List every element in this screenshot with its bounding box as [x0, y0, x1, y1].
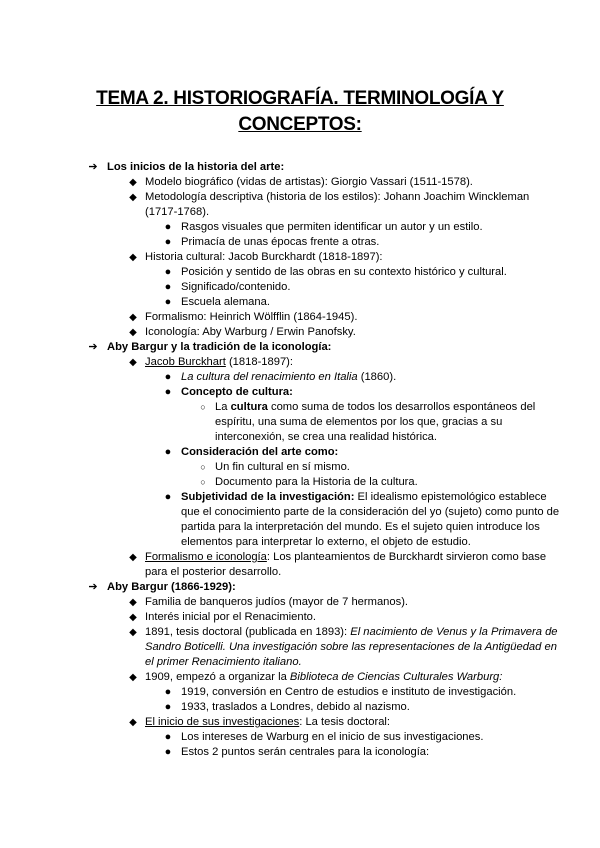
- list-item: ◆ Historia cultural: Jacob Burckhardt (1818-1897):: [0, 250, 600, 265]
- diamond-bullet-icon: ◆: [129, 717, 137, 728]
- list-item: ◆ Formalismo e iconología: Los planteamientos de Burckhardt sirvieron como base para el posterior desarrollo.: [0, 550, 600, 580]
- diamond-bullet-icon: ◆: [129, 312, 137, 323]
- diamond-bullet-icon: ◆: [129, 252, 137, 263]
- dot-bullet-icon: ●: [164, 266, 172, 278]
- list-item: ● Concepto de cultura:: [0, 385, 600, 400]
- diamond-bullet-icon: ◆: [129, 177, 137, 188]
- section-1-heading: Los inicios de la historia del arte:: [107, 161, 285, 173]
- dot-bullet-icon: ●: [164, 281, 172, 293]
- circle-bullet-icon: ○: [200, 462, 206, 472]
- diamond-bullet-icon: ◆: [129, 552, 137, 563]
- dot-bullet-icon: ●: [164, 491, 172, 503]
- arrow-icon: ➔: [88, 341, 98, 353]
- title-line-1: TEMA 2. HISTORIOGRAFÍA. TERMINOLOGÍA Y: [96, 88, 504, 109]
- diamond-bullet-icon: ◆: [129, 192, 137, 203]
- list-item: ● 1933, traslados a Londres, debido al nazismo.: [0, 700, 600, 715]
- dot-bullet-icon: ●: [164, 701, 172, 713]
- list-item: ◆ Modelo biográfico (vidas de artistas): Giorgio Vassari (1511-1578).: [0, 175, 600, 190]
- list-item: ● Escuela alemana.: [0, 295, 600, 310]
- dot-bullet-icon: ●: [164, 236, 172, 248]
- list-item: ◆ Formalismo: Heinrich Wölfflin (1864-1945).: [0, 310, 600, 325]
- list-item: ● La cultura del renacimiento en Italia (1860).: [0, 370, 600, 385]
- section-heading: [0, 160, 600, 175]
- book-title: La cultura del renacimiento en Italia: [181, 371, 358, 383]
- list-item: ◆ Interés inicial por el Renacimiento.: [0, 610, 600, 625]
- list-item: ● Consideración del arte como:: [0, 445, 600, 460]
- list-item: ◆ Familia de banqueros judíos (mayor de 7 hermanos).: [0, 595, 600, 610]
- document-body: [0, 160, 600, 760]
- list-item: ● Subjetividad de la investigación: El idealismo epistemológico establece que el conocimiento parte de la consideración del yo (sujeto) como punto de partida para la interpretación del mundo. Es el sujeto quien introduce los elementos para interpretar lo externo, el objeto de estudio.: [0, 490, 600, 550]
- dot-bullet-icon: ●: [164, 371, 172, 383]
- section-2-heading: Aby Bargur y la tradición de la iconología:: [107, 341, 332, 353]
- section-heading: [0, 340, 600, 355]
- dot-bullet-icon: ●: [164, 446, 172, 458]
- list-item: ◆ Jacob Burckhart (1818-1897):: [0, 355, 600, 370]
- dot-bullet-icon: ●: [164, 296, 172, 308]
- list-item: ○ Un fin cultural en sí mismo.: [0, 460, 600, 475]
- arrow-icon: ➔: [88, 581, 98, 593]
- jacob-burckhart-label: Jacob Burckhart: [145, 356, 226, 368]
- diamond-bullet-icon: ◆: [129, 627, 137, 638]
- list-item: ● Posición y sentido de las obras en su contexto histórico y cultural.: [0, 265, 600, 280]
- dot-bullet-icon: ●: [164, 221, 172, 233]
- diamond-bullet-icon: ◆: [129, 612, 137, 623]
- list-item: ● Estos 2 puntos serán centrales para la iconología:: [0, 745, 600, 760]
- title-line-2: CONCEPTOS:: [238, 114, 362, 135]
- circle-bullet-icon: ○: [200, 402, 206, 412]
- list-item: ● Significado/contenido.: [0, 280, 600, 295]
- circle-bullet-icon: ○: [200, 477, 206, 487]
- arrow-icon: ➔: [88, 161, 98, 173]
- page-title: [40, 86, 560, 138]
- section-heading: [0, 580, 600, 595]
- dot-bullet-icon: ●: [164, 746, 172, 758]
- list-item: ◆ 1891, tesis doctoral (publicada en 1893): El nacimiento de Venus y la Primavera de Sandro Boticelli. Una investigación sobre las representaciones de la Antigüedad en el primer Renacimiento italiano.: [0, 625, 600, 670]
- list-item: ● Los intereses de Warburg en el inicio de sus investigaciones.: [0, 730, 600, 745]
- dot-bullet-icon: ●: [164, 386, 172, 398]
- list-item: ● Rasgos visuales que permiten identificar un autor y un estilo.: [0, 220, 600, 235]
- list-item: ● Primacía de unas épocas frente a otras.: [0, 235, 600, 250]
- section-3-heading: Aby Bargur (1866-1929):: [107, 581, 236, 593]
- list-item: ○ Documento para la Historia de la cultura.: [0, 475, 600, 490]
- list-item: ◆ Metodología descriptiva (historia de los estilos): Johann Joachim Winckleman (1717-1768).: [0, 190, 600, 220]
- diamond-bullet-icon: ◆: [129, 672, 137, 683]
- diamond-bullet-icon: ◆: [129, 327, 137, 338]
- list-item: ○ La cultura como suma de todos los desarrollos espontáneos del espíritu, una suma de elementos por los que, gracias a su interconexión, se crea una realidad histórica.: [0, 400, 600, 445]
- dot-bullet-icon: ●: [164, 686, 172, 698]
- dot-bullet-icon: ●: [164, 731, 172, 743]
- list-item: ◆ El inicio de sus investigaciones: La tesis doctoral:: [0, 715, 600, 730]
- list-item: ◆ 1909, empezó a organizar la Biblioteca de Ciencias Culturales Warburg:: [0, 670, 600, 685]
- list-item: ● 1919, conversión en Centro de estudios e instituto de investigación.: [0, 685, 600, 700]
- list-item: ◆ Iconología: Aby Warburg / Erwin Panofsky.: [0, 325, 600, 340]
- diamond-bullet-icon: ◆: [129, 597, 137, 608]
- diamond-bullet-icon: ◆: [129, 357, 137, 368]
